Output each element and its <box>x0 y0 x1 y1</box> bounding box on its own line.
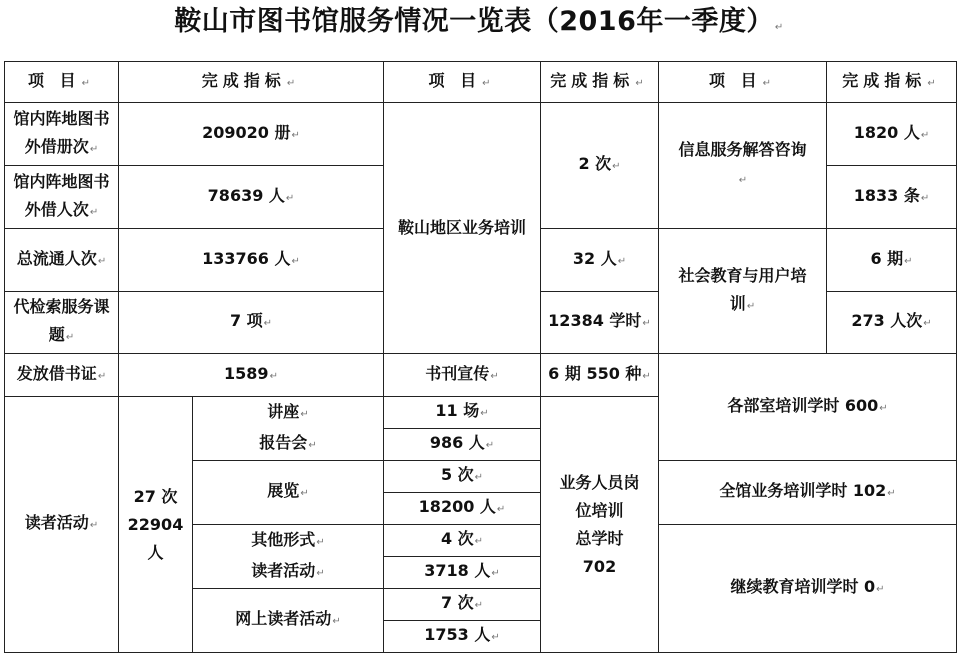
row-label-loan-volumes: 馆内阵地图书外借册次↵ <box>5 103 119 166</box>
header-item-2: 项 目↵ <box>384 62 541 103</box>
row-value-library-cards: 1589↵ <box>119 354 384 397</box>
paragraph-mark-icon: ↵ <box>774 22 784 33</box>
table-row <box>5 354 957 397</box>
info-service-people: 1820 人↵ <box>827 103 957 166</box>
staff-training: 业务人员岗 位培训 总学时 702 <box>541 397 659 653</box>
activity-exhibition-people: 18200 人↵ <box>384 493 541 525</box>
activity-exhibition-count: 5 次↵ <box>384 461 541 493</box>
activity-lecture-people: 986 人↵ <box>384 429 541 461</box>
activity-lecture-label: 讲座↵ 报告会↵ <box>193 397 384 461</box>
reader-activities-total: 27 次 22904 人 <box>119 397 193 653</box>
row-value-loan-volumes: 209020 册↵ <box>119 103 384 166</box>
header-item-1: 项 目↵ <box>5 62 119 103</box>
publicity-label: 书刊宣传↵ <box>384 354 541 397</box>
info-service-label: 信息服务解答咨询↵ <box>659 103 827 229</box>
table-row <box>5 103 957 166</box>
row-label-library-cards: 发放借书证↵ <box>5 354 119 397</box>
row-value-circulation: 133766 人↵ <box>119 229 384 292</box>
social-education-sessions: 6 期↵ <box>827 229 957 292</box>
activity-online-count: 7 次↵ <box>384 589 541 621</box>
activity-exhibition-label: 展览↵ <box>193 461 384 525</box>
row-label-retrieval: 代检索服务课题↵ <box>5 292 119 354</box>
social-education-people: 273 人次↵ <box>827 292 957 354</box>
reader-activities-label: 读者活动↵ <box>5 397 119 653</box>
regional-training-people: 32 人↵ <box>541 229 659 292</box>
activity-lecture-count: 11 场↵ <box>384 397 541 429</box>
dept-training-hours: 各部室培训学时 600↵ <box>659 354 957 461</box>
all-staff-training-hours: 全馆业务培训学时 102↵ <box>659 461 957 525</box>
header-target-3: 完成指标↵ <box>827 62 957 103</box>
activity-online-label: 网上读者活动↵ <box>193 589 384 653</box>
info-service-items: 1833 条↵ <box>827 166 957 229</box>
publicity-value: 6 期 550 种↵ <box>541 354 659 397</box>
activity-online-people: 1753 人↵ <box>384 621 541 653</box>
header-target-1: 完成指标↵ <box>119 62 384 103</box>
social-education-label: 社会教育与用户培训↵ <box>659 229 827 354</box>
service-summary-table <box>4 61 957 653</box>
activity-other-people: 3718 人↵ <box>384 557 541 589</box>
row-value-loan-people: 78639 人↵ <box>119 166 384 229</box>
regional-training-hours: 12384 学时↵ <box>541 292 659 354</box>
regional-training-sessions: 2 次↵ <box>541 103 659 229</box>
regional-training-label: 鞍山地区业务培训 <box>384 103 541 354</box>
page-title: 鞍山市图书馆服务情况一览表（2016年一季度）↵ <box>174 6 784 37</box>
row-label-loan-people: 馆内阵地图书外借人次↵ <box>5 166 119 229</box>
header-row <box>5 62 957 103</box>
continuing-education-hours: 继续教育培训学时 0↵ <box>659 525 957 653</box>
row-label-circulation: 总流通人次↵ <box>5 229 119 292</box>
activity-other-label: 其他形式↵ 读者活动↵ <box>193 525 384 589</box>
header-target-2: 完成指标↵ <box>541 62 659 103</box>
activity-other-count: 4 次↵ <box>384 525 541 557</box>
row-value-retrieval: 7 项↵ <box>119 292 384 354</box>
header-item-3: 项 目↵ <box>659 62 827 103</box>
